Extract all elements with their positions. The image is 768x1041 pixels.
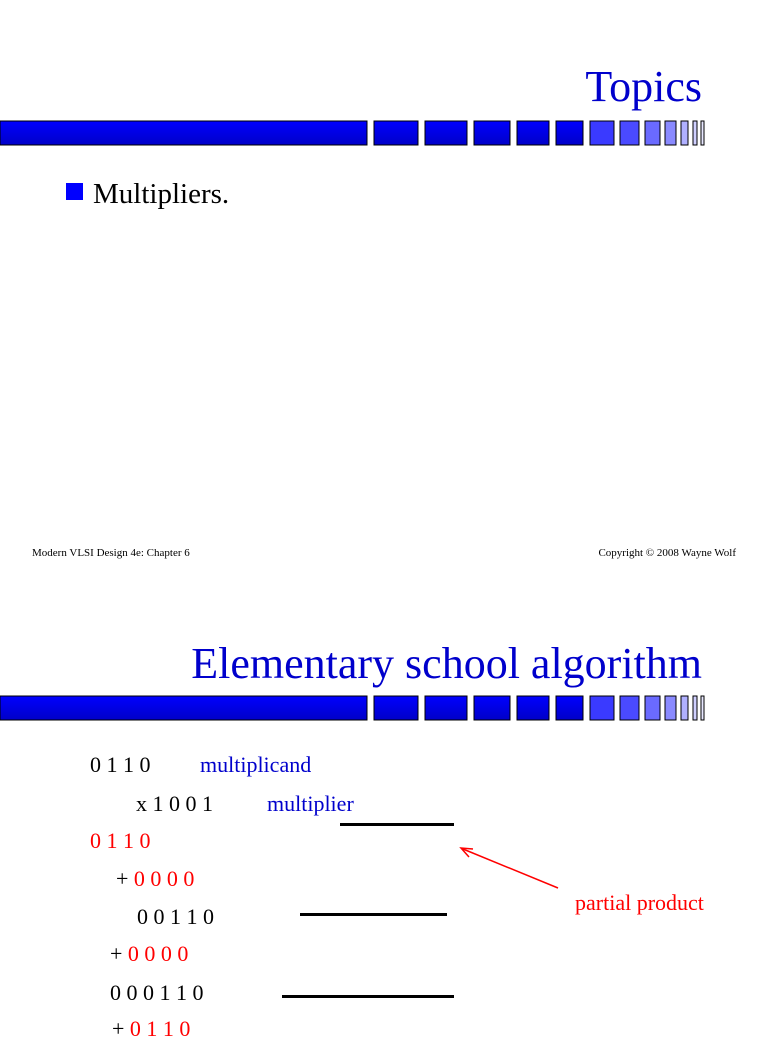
row-digits: 0 0 1 1 0 bbox=[137, 904, 214, 929]
annotation-arrow-icon bbox=[455, 842, 565, 892]
slide-elementary-school-algorithm bbox=[0, 580, 768, 1041]
footer-right: Copyright © 2008 Wayne Wolf bbox=[598, 547, 736, 559]
title-decoration-bar bbox=[0, 121, 768, 145]
partial-product-row bbox=[112, 1018, 190, 1040]
row-sign: + bbox=[110, 941, 123, 966]
intermediate-sum-row bbox=[137, 906, 214, 928]
multiplicand-value: 0 1 1 0 bbox=[90, 752, 151, 777]
row-digits: 0 0 0 1 1 0 bbox=[110, 980, 204, 1005]
row-digits: 0 0 0 0 bbox=[133, 866, 195, 891]
bullet-square-icon bbox=[66, 183, 83, 200]
bullet-item bbox=[66, 178, 229, 211]
slide-title: Topics bbox=[585, 62, 702, 111]
multiplier-label: multiplier bbox=[267, 791, 354, 816]
row-sign: + bbox=[116, 866, 129, 891]
row-digits: 0 1 1 0 bbox=[90, 828, 151, 853]
footer-left: Modern VLSI Design 4e: Chapter 6 bbox=[32, 547, 190, 559]
row-digits: 0 1 1 0 bbox=[129, 1016, 191, 1041]
intermediate-sum-row bbox=[110, 982, 204, 1004]
row-digits: 0 0 0 0 bbox=[127, 941, 189, 966]
partial-product-row bbox=[110, 943, 188, 965]
sum-rule bbox=[340, 823, 454, 826]
bullet-text: Multipliers. bbox=[93, 178, 230, 210]
row-sign: + bbox=[112, 1016, 125, 1041]
sum-rule bbox=[300, 913, 447, 916]
slide-title: Elementary school algorithm bbox=[191, 639, 702, 688]
partial-product-annotation: partial product bbox=[575, 890, 704, 915]
multiplicand-label: multiplicand bbox=[200, 752, 312, 777]
title-decoration-bar bbox=[0, 696, 768, 720]
partial-product-row bbox=[90, 830, 151, 852]
partial-product-row bbox=[116, 868, 194, 890]
sum-rule bbox=[282, 995, 454, 998]
multiplier-value: x 1 0 0 1 bbox=[136, 791, 213, 816]
